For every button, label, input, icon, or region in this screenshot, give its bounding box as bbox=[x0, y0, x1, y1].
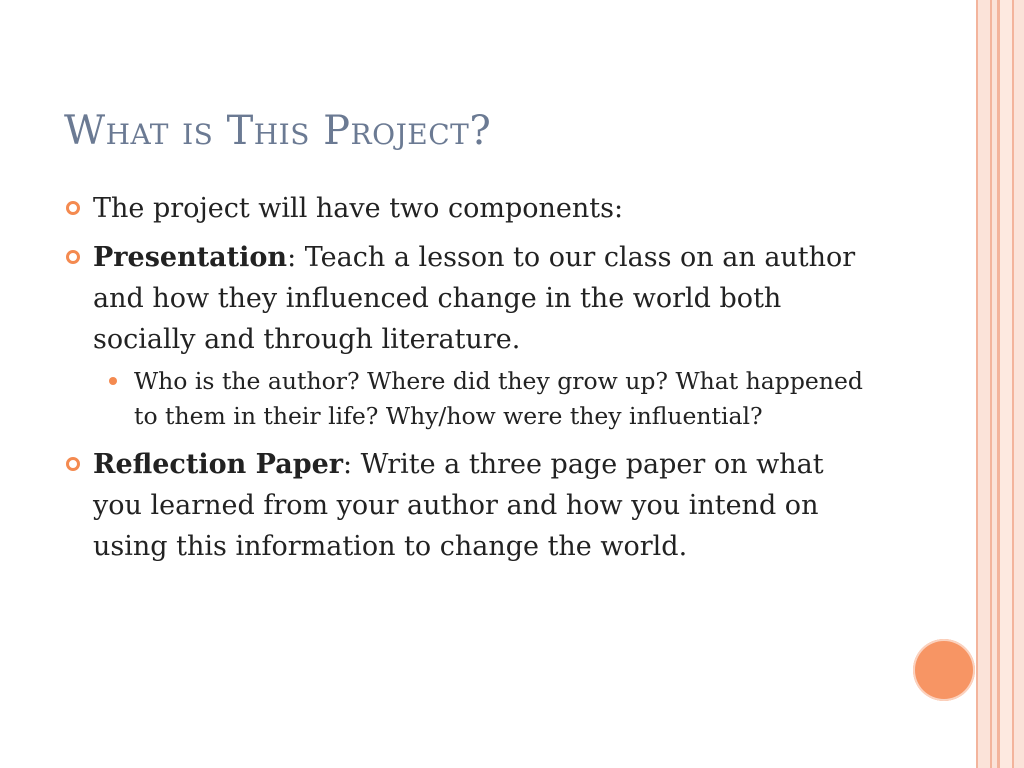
dot-bullet-icon bbox=[109, 377, 117, 385]
item-text: The project will have two components: bbox=[93, 193, 624, 224]
list-item bbox=[60, 444, 880, 567]
ring-bullet-icon bbox=[66, 250, 80, 264]
list-item bbox=[60, 237, 880, 360]
right-border-line bbox=[997, 0, 1000, 768]
right-border-line bbox=[990, 0, 992, 768]
ring-bullet-icon bbox=[66, 457, 80, 471]
bullet-list bbox=[60, 188, 880, 575]
item-bold-label: Presentation bbox=[93, 242, 288, 273]
item-text: : Write a three page paper on what you learned from your author and how you intend on using this information to change the world. bbox=[93, 449, 824, 562]
item-text: : Teach a lesson to our class on an author and how they influenced change in the world both socially and through literature. bbox=[93, 242, 856, 355]
right-border-line bbox=[1012, 0, 1014, 768]
right-border-line bbox=[976, 0, 978, 768]
ring-bullet-icon bbox=[66, 201, 80, 215]
list-item bbox=[60, 188, 880, 229]
decorative-circle bbox=[913, 639, 975, 701]
sub-list-item bbox=[134, 364, 880, 434]
subitem-text: Who is the author? Where did they grow up? What happened to them in their life? Why/how were they influential? bbox=[134, 367, 863, 430]
slide-title: What is This Project? bbox=[64, 108, 492, 154]
item-bold-label: Reflection Paper bbox=[93, 449, 343, 480]
right-border-fill bbox=[1000, 0, 1012, 768]
